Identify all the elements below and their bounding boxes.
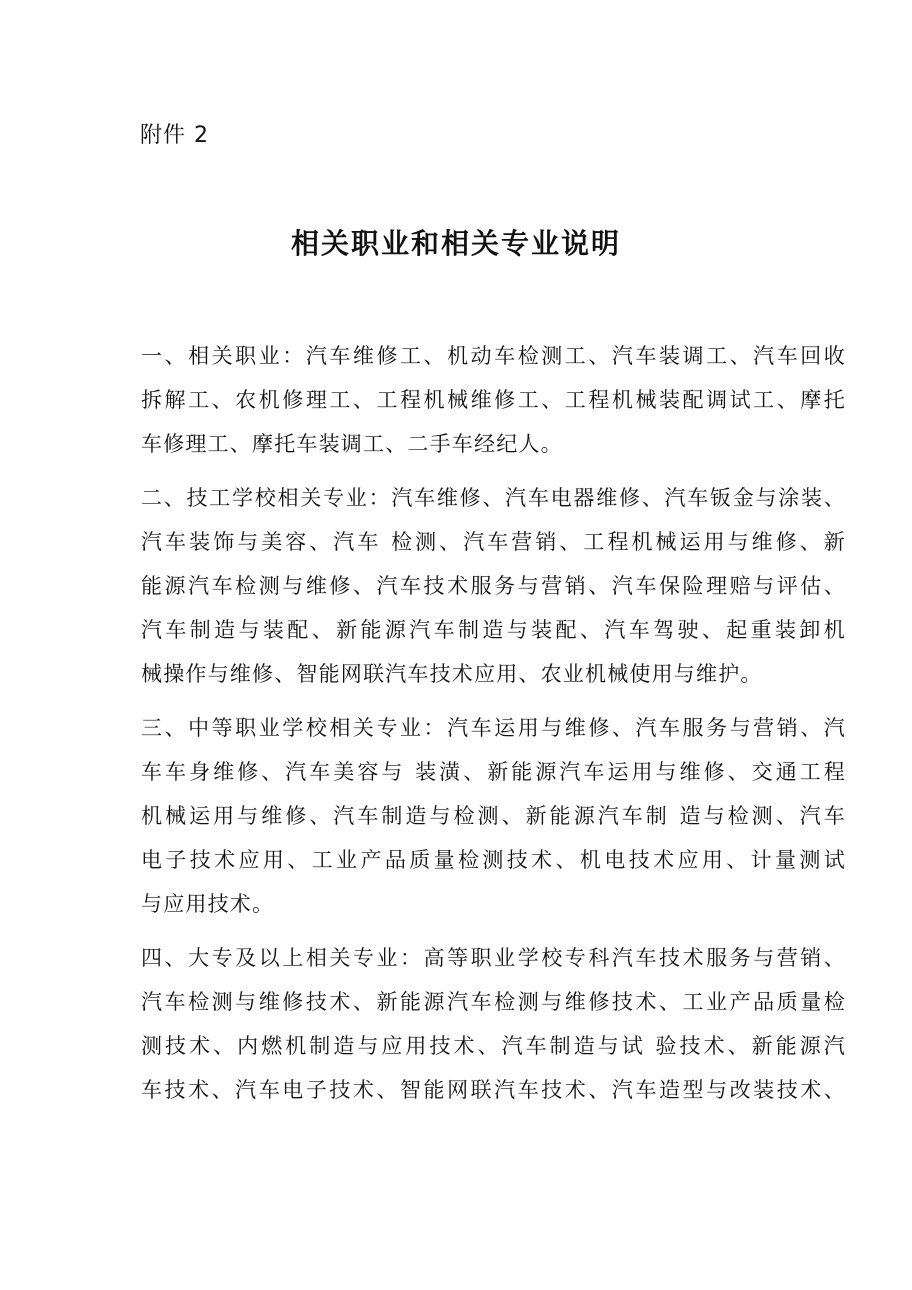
section-secondary-vocational-majors xyxy=(141,706,846,926)
attachment-label: 附件 2 xyxy=(140,123,209,148)
document-body xyxy=(141,334,846,1122)
text-line: 能源汽车检测与维修、汽车技术服务与营销、汽车保险理赔与评估、 xyxy=(141,574,846,598)
text-line: 二、技工学校相关专业：汽车维修、汽车电器维修、汽车钣金与涂装、 xyxy=(141,486,846,510)
section-technical-school-majors xyxy=(141,476,846,696)
section-college-majors xyxy=(141,936,846,1112)
text-line: 电子技术应用、工业产品质量检测技术、机电技术应用、计量测试 xyxy=(141,848,846,872)
text-line: 测技术、内燃机制造与应用技术、汽车制造与试 验技术、新能源汽 xyxy=(141,1034,846,1058)
section-related-occupations xyxy=(141,334,846,466)
text-line: 三、中等职业学校相关专业：汽车运用与维修、汽车服务与营销、汽 xyxy=(141,716,846,740)
text-line: 与应用技术。 xyxy=(141,892,275,916)
text-line: 汽车制造与装配、新能源汽车制造与装配、汽车驾驶、起重装卸机 xyxy=(141,618,846,642)
text-line: 机械运用与维修、汽车制造与检测、新能源汽车制 造与检测、汽车 xyxy=(141,804,846,828)
text-line: 车车身维修、汽车美容与 装潢、新能源汽车运用与维修、交通工程 xyxy=(141,760,846,784)
text-line: 汽车装饰与美容、汽车 检测、汽车营销、工程机械运用与维修、新 xyxy=(141,530,846,554)
text-line: 械操作与维修、智能网联汽车技术应用、农业机械使用与维护。 xyxy=(141,662,763,686)
text-line: 车修理工、摩托车装调工、二手车经纪人。 xyxy=(141,432,563,456)
text-line: 拆解工、农机修理工、工程机械维修工、工程机械装配调试工、摩托 xyxy=(141,388,846,412)
text-line: 一、相关职业：汽车维修工、机动车检测工、汽车装调工、汽车回收 xyxy=(141,344,846,368)
text-line: 车技术、汽车电子技术、智能网联汽车技术、汽车造型与改装技术、 xyxy=(141,1078,846,1102)
text-line: 汽车检测与维修技术、新能源汽车检测与维修技术、工业产品质量检 xyxy=(141,990,846,1014)
document-title: 相关职业和相关专业说明 xyxy=(290,227,621,260)
text-line: 四、大专及以上相关专业：高等职业学校专科汽车技术服务与营销、 xyxy=(141,946,846,970)
